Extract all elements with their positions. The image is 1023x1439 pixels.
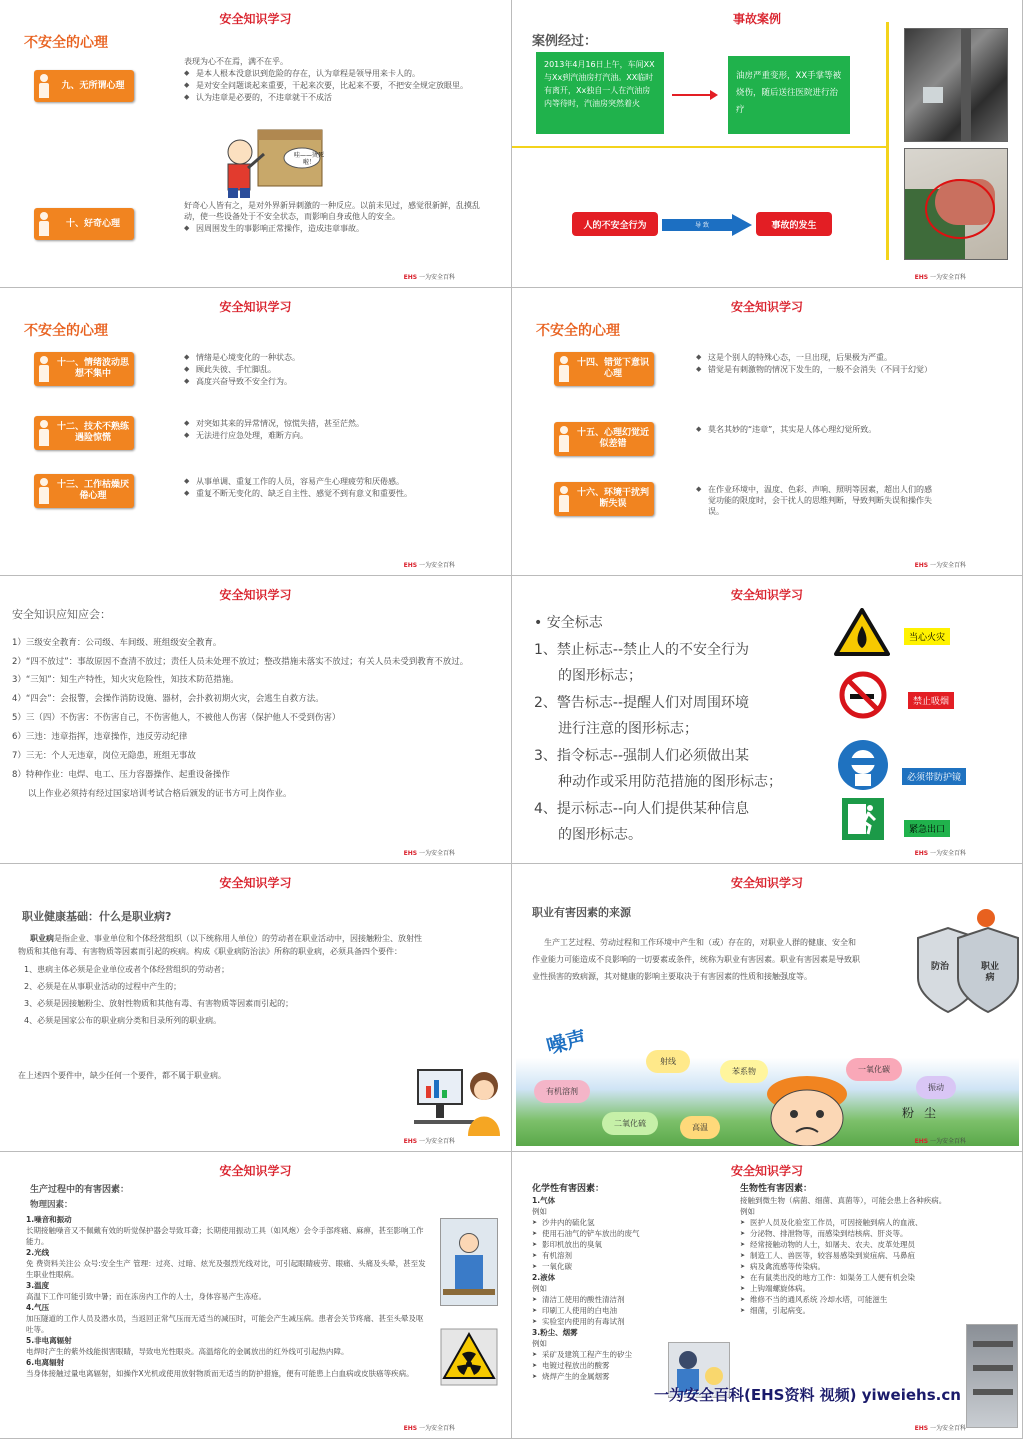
bullet-block-1 bbox=[184, 56, 494, 104]
list-item: ➤ 医护人员及化验室工作员，可因接触到病人的血液、 bbox=[740, 1217, 952, 1228]
footer-logo: EHS 一为安全百科 bbox=[403, 1425, 455, 1432]
arrow-right-icon bbox=[672, 88, 718, 102]
button-label: 十四、错觉下意识心理 bbox=[576, 358, 649, 379]
slide-10[interactable] bbox=[512, 1152, 1023, 1439]
list-item: ➤ 维修不当的通风系统 冷却水塔，可能滋生 bbox=[740, 1294, 952, 1305]
section-text: 长期接触噪音又不佩戴有效的听觉保护器会导致耳聋；长期使用振动工具（如风炮）会令手部疼痛、麻痹，甚至影响工作能力。 bbox=[26, 1226, 424, 1246]
footer-logo: EHS 一为安全百科 bbox=[403, 1138, 455, 1145]
bullet-block-1 bbox=[696, 352, 946, 376]
bullet-item: ◆ 这是个别人的特殊心态，一旦出现，后果极为严重。 bbox=[696, 352, 946, 363]
person-icon bbox=[38, 212, 50, 236]
section-heading: 2.光线 bbox=[26, 1248, 50, 1257]
button-label: 十二、技术不熟练遇险惊慌 bbox=[56, 422, 129, 443]
eye-protection-label: 必须带防护镜 bbox=[902, 768, 966, 785]
slide-2[interactable] bbox=[512, 0, 1023, 288]
button-label: 十六、环境干扰判断失误 bbox=[576, 488, 649, 509]
slide-heading: 职业健康基础：什么是职业病? bbox=[22, 910, 172, 923]
slide-title: 安全知识学习 bbox=[219, 1164, 292, 1178]
slide-title: 安全知识学习 bbox=[219, 12, 292, 26]
radiation-warning-icon bbox=[440, 1328, 498, 1386]
cloud-label: 噪声 bbox=[544, 1025, 589, 1059]
list-item: 1、患病主体必须是企业单位或者个体经营组织的劳动者； bbox=[24, 965, 230, 974]
example-label: 例如 bbox=[532, 1284, 547, 1293]
bullet-block-1 bbox=[184, 352, 484, 388]
bullet-item: ◆ 顾此失彼、手忙脚乱。 bbox=[184, 364, 484, 375]
person-icon bbox=[558, 356, 570, 382]
example-label: 例如 bbox=[532, 1339, 547, 1348]
slide-title: 安全知识学习 bbox=[219, 876, 292, 890]
knowledge-list bbox=[12, 634, 500, 804]
paragraph: 表现为心不在焉，满不在乎。 bbox=[184, 57, 288, 66]
example-label: 例如 bbox=[740, 1207, 755, 1216]
mindset-button-16[interactable] bbox=[554, 482, 654, 516]
person-icon bbox=[558, 486, 570, 512]
watermark-text: 一为安全百科(EHS资料 视频) yiweiehs.cn bbox=[654, 1386, 961, 1404]
laboratory-illustration bbox=[966, 1324, 1018, 1428]
list-item: 3、必须是因接触粉尘、放射性物质和其他有毒、有害物质等因素而引起的； bbox=[24, 999, 294, 1008]
slide-title: 安全知识学习 bbox=[730, 876, 803, 890]
slide-title: 安全知识学习 bbox=[219, 588, 292, 602]
sign-types-list bbox=[534, 610, 824, 849]
list-item: • 安全标志 bbox=[534, 615, 603, 631]
button-label: 九、无所谓心理 bbox=[61, 80, 125, 91]
hazard-clouds-illustration bbox=[516, 1020, 1019, 1146]
bullet-item: ◆ 因周围发生的事影响正常操作，造成违章事故。 bbox=[184, 223, 484, 234]
bullet-item: ◆ 是对安全问题谈起来重要，干起来次要，比起来不要，不把安全规定放眼里。 bbox=[184, 80, 494, 91]
footer-logo: EHS 一为安全百科 bbox=[403, 850, 455, 857]
section-text: 加压隧道的工作人员及潜水员，当返回正常气压而无适当的减压时，可能会产生减压病。患者会关节疼痛、甚至头晕及呕吐等。 bbox=[26, 1314, 424, 1334]
list-item: ➤ 实验室内使用的有毒试剂 bbox=[532, 1316, 722, 1327]
worker-face-icon bbox=[752, 1070, 862, 1146]
cloud-label: 二氧化硫 bbox=[602, 1112, 658, 1135]
list-item: 3、指令标志--强制人们必须做出某 bbox=[534, 747, 750, 764]
slide-heading: 案例经过： bbox=[532, 34, 598, 49]
injured-hand-photo bbox=[904, 148, 1008, 260]
list-item: 7）三无：个人无违章，岗位无隐患，班组无事故 bbox=[12, 751, 196, 761]
bullet-item: ◆ 在作业环境中，温度、色彩、声响、照明等因素，超出人们的感觉功能的限度时，会干扰人的思维判断，导致判断失误和操作失误。 bbox=[696, 484, 936, 517]
list-item: ➤ 一氧化碳 bbox=[532, 1261, 722, 1272]
person-icon bbox=[558, 426, 570, 452]
section-heading: 6.电离辐射 bbox=[26, 1358, 65, 1367]
case-box-1: 2013年4月16日上午，车间XX与Xx到汽油房打汽油。XX临时有离开，Xx独自一人在汽油房内等待时，汽油房突然着火 bbox=[536, 52, 664, 134]
slide-heading: 职业有害因素的来源 bbox=[532, 906, 631, 919]
footer-logo: EHS 一为安全百科 bbox=[403, 274, 455, 281]
slide-title: 安全知识学习 bbox=[730, 300, 803, 314]
section-text: 高温下工作可能引致中暑；而在冻房内工作的人士，身体容易产生冻疮。 bbox=[26, 1292, 266, 1301]
button-label: 十、好奇心理 bbox=[65, 218, 120, 229]
worker-illustration bbox=[440, 1218, 498, 1306]
bullet-item: ◆ 重复不断无变化的、缺乏自主性、感觉不到有意义和重要性。 bbox=[184, 488, 434, 499]
person-icon bbox=[38, 74, 50, 98]
burnt-room-photo bbox=[904, 28, 1008, 142]
section-heading: 1.噪音和振动 bbox=[26, 1215, 72, 1224]
footer-logo: EHS 一为安全百科 bbox=[403, 562, 455, 569]
shield-label-2: 职业病 bbox=[980, 962, 999, 983]
cloud-label: 高温 bbox=[680, 1116, 720, 1139]
list-item: ➤ 上钩端螺旋体病。 bbox=[740, 1283, 952, 1294]
list-item: 8）特种作业：电焊、电工、压力容器操作、起重设备操作 bbox=[12, 770, 230, 780]
bullet-item: ◆ 认为违章是必要的，不违章就干不成活 bbox=[184, 92, 494, 103]
list-item: ➤ 经常接触动物的人士，如屠夫、农夫、皮革处理员 bbox=[740, 1239, 952, 1250]
section-heading: 化学性有害因素： bbox=[532, 1184, 605, 1194]
list-item: 4、必须是国家公布的职业病分类和目录所列的职业病。 bbox=[24, 1016, 222, 1025]
list-item: ➤ 细菌，引起病变。 bbox=[740, 1305, 952, 1316]
button-label: 十五、心理幻觉近似差错 bbox=[576, 428, 649, 449]
cloud-label: 粉尘 bbox=[902, 1106, 947, 1120]
list-item: 的图形标志； bbox=[558, 668, 642, 684]
button-label: 十三、工作枯燥厌倦心理 bbox=[56, 480, 129, 501]
fire-warning-label: 当心火灾 bbox=[904, 628, 950, 645]
list-item: 6）三违：违章指挥，违章操作，违反劳动纪律 bbox=[12, 732, 188, 742]
bullet-item: ◆ 对突如其来的异常情况，惊慌失措，甚至茫然。 bbox=[184, 418, 484, 429]
section-text: 免 费资料关注公 众号:安全生产 管理：过亮、过暗、炫光及强烈光线对比，可引起眼睛疲劳、眼痛、头痛及头晕，甚至发生职业性眼病。 bbox=[26, 1259, 426, 1279]
list-item: 2、警告标志--提醒人们对周围环境 bbox=[534, 694, 750, 711]
bullet-block-2 bbox=[696, 424, 946, 436]
conclusion-note: 在上述四个要件中，缺少任何一个要件，都不属于职业病。 bbox=[18, 1071, 226, 1080]
list-item: ➤ 在有鼠类出没的地方工作：如渠务工人便有机会染 bbox=[740, 1272, 952, 1283]
mindset-button-10[interactable] bbox=[34, 208, 134, 240]
list-item: ➤ 沙井内的硫化氢 bbox=[532, 1217, 722, 1228]
footer-logo: EHS 一为安全百科 bbox=[914, 1138, 966, 1145]
list-item: ➤ 电镀过程放出的酸雾 bbox=[532, 1360, 722, 1371]
list-item: ➤ 制造工人、兽医等，较容易感染到炭疽病、马鼻疽 bbox=[740, 1250, 952, 1261]
list-item: ➤ 烧焊产生的金属烟雾 bbox=[532, 1371, 722, 1382]
bullet-block-3 bbox=[696, 484, 936, 518]
bullet-block-2 bbox=[184, 418, 484, 442]
slide-3[interactable] bbox=[0, 288, 512, 576]
list-item: 2）“四不放过”：事故原因不查清不放过；责任人员未处理不放过；整改措施未落实不放过；有关人员未受到教育不放过。 bbox=[12, 657, 469, 667]
section-text: 电焊时产生的紫外线能损害眼睛，导致电光性眼炎。高温熔化的金属放出的红外线可引起热内障。 bbox=[26, 1347, 349, 1356]
section-text: 当身体接触过量电离辐射，如操作X光机或使用放射物质而无适当的防护措施，便有可能患上白血病或皮肤癌等疾病。 bbox=[26, 1369, 414, 1378]
cloud-label: 有机溶剂 bbox=[534, 1080, 590, 1103]
footer-logo: EHS 一为安全百科 bbox=[914, 274, 966, 281]
slide-1[interactable] bbox=[0, 0, 512, 288]
cloud-label: 一氧化碳 bbox=[846, 1058, 902, 1081]
occupational-disease-text bbox=[18, 932, 426, 1028]
cloud-label: 振动 bbox=[916, 1076, 956, 1099]
accident-label: 事故的发生 bbox=[756, 212, 832, 236]
mindset-button-15[interactable] bbox=[554, 422, 654, 456]
shield-illustration bbox=[908, 908, 1020, 1018]
fire-warning-icon bbox=[834, 608, 890, 656]
section-heading: 4.气压 bbox=[26, 1303, 50, 1312]
no-smoking-icon bbox=[838, 670, 888, 720]
person-icon bbox=[38, 420, 50, 446]
slide-8[interactable] bbox=[512, 864, 1023, 1152]
bullet-block-3 bbox=[184, 476, 434, 500]
section-subheading: 2.液体 bbox=[532, 1273, 556, 1282]
slide-subheading: 物理因素： bbox=[30, 1200, 73, 1210]
list-item: ➤ 使用石油气的铲车放出的废气 bbox=[532, 1228, 722, 1239]
person-icon bbox=[38, 356, 50, 382]
case-box-2: 油房严重变形，XX手掌等被烧伤，随后送往医院进行治疗 bbox=[728, 56, 850, 134]
section-heading: 5.非电离辐射 bbox=[26, 1336, 72, 1345]
mindset-button-11[interactable] bbox=[34, 352, 134, 386]
slide-heading: 不安全的心理 bbox=[536, 323, 620, 339]
bullet-item: ◆ 是本人根本没意识到危险的存在，认为章程是领导用来卡人的。 bbox=[184, 68, 494, 79]
slide-6[interactable] bbox=[512, 576, 1023, 864]
emergency-exit-label: 紧急出口 bbox=[904, 820, 950, 837]
list-item: 4、提示标志--向人们提供某种信息 bbox=[534, 800, 750, 817]
section-subheading: 3.粉尘、烟雾 bbox=[532, 1328, 578, 1337]
slide-9[interactable] bbox=[0, 1152, 512, 1439]
slide-title: 安全知识学习 bbox=[219, 300, 292, 314]
slide-title: 事故案例 bbox=[732, 12, 781, 26]
bullet-item: ◆ 情绪是心境变化的一种状态。 bbox=[184, 352, 484, 363]
list-item: ➤ 印刷工人使用的白电油 bbox=[532, 1305, 722, 1316]
paragraph: 是指企业、事业单位和个体经营组织（以下统称用人单位）的劳动者在职业活动中，因接触粉尘、放射性物质和其他有毒、有害物质等因素而引起的疾病。构成《职业病防治法》所称的职业病，必须具备四个要件： bbox=[18, 934, 422, 956]
biological-factors-list bbox=[740, 1184, 952, 1316]
footer-logo: EHS 一为安全百科 bbox=[914, 850, 966, 857]
list-item: ➤ 有机溶剂 bbox=[532, 1250, 722, 1261]
mindset-button-14[interactable] bbox=[554, 352, 654, 386]
mindset-button-9[interactable] bbox=[34, 70, 134, 102]
slide-heading: 不安全的心理 bbox=[24, 35, 108, 51]
unsafe-behavior-label: 人的不安全行为 bbox=[572, 212, 658, 236]
cloud-label: 苯系物 bbox=[720, 1060, 768, 1083]
slide-title: 安全知识学习 bbox=[730, 1164, 803, 1178]
example-label: 例如 bbox=[532, 1207, 547, 1216]
section-heading: 生物性有害因素： bbox=[740, 1184, 813, 1194]
list-item: 1）三级安全教育：公司级、车间级、班组级安全教育。 bbox=[12, 638, 222, 648]
speech-bubble-text: 哇——烫死啦！ bbox=[293, 152, 324, 166]
eye-protection-icon bbox=[836, 738, 890, 792]
paragraph: 好奇心人皆有之，是对外界新异刺激的一种反应。以前未见过，感觉很新鲜，乱摸乱动，使一些设备处于不安全状态，而影响自身或他人的安全。 bbox=[184, 201, 480, 221]
list-item: ➤ 影印机放出的臭氧 bbox=[532, 1239, 722, 1250]
list-item: 4）“四会”：会报警，会操作消防设施、器材，会扑救初期火灾，会逃生自救方法。 bbox=[12, 694, 324, 704]
footer-logo: EHS 一为安全百科 bbox=[914, 1425, 966, 1432]
bullet-item: ◆ 从事单调、重复工作的人员，容易产生心理疲劳和厌倦感。 bbox=[184, 476, 434, 487]
slide-5[interactable] bbox=[0, 576, 512, 864]
list-item: 3）“三知”：知生产特性，知火灾危险性，知技术防范措施。 bbox=[12, 675, 239, 685]
button-label: 十一、情绪波动思想不集中 bbox=[56, 358, 129, 379]
list-item: 5）三（四）不伤害：不伤害自己，不伤害他人，不被他人伤害（保护他人不受到伤害） bbox=[12, 713, 341, 723]
bullet-item: ◆ 莫名其妙的“违章”，其实是人体心理幻觉所致。 bbox=[696, 424, 946, 435]
list-item: 种动作或采用防范措施的图形标志； bbox=[558, 774, 782, 790]
section-heading: 3.温度 bbox=[26, 1281, 50, 1290]
bullet-block-2 bbox=[184, 200, 484, 235]
list-item: ➤ 清洁工使用的酸性清洁剂 bbox=[532, 1294, 722, 1305]
no-smoking-label: 禁止吸烟 bbox=[908, 692, 954, 709]
bullet-item: ◆ 无法进行应急处理，难断方向。 bbox=[184, 430, 484, 441]
list-item: 2、必须是在从事职业活动的过程中产生的； bbox=[24, 982, 182, 991]
list-item: 1、禁止标志--禁止人的不安全行为 bbox=[534, 641, 750, 658]
list-note: 以上作业必须持有经过国家培训考试合格后颁发的证书方可上岗作业。 bbox=[28, 789, 292, 799]
shield-label-1: 防治 bbox=[930, 962, 949, 972]
section-subheading: 1.气体 bbox=[532, 1196, 556, 1205]
slide-4[interactable] bbox=[512, 288, 1023, 576]
slide-heading: 生产过程中的有害因素： bbox=[30, 1185, 130, 1195]
slide-7[interactable] bbox=[0, 864, 512, 1152]
slide-heading: 不安全的心理 bbox=[24, 323, 108, 339]
person-icon bbox=[38, 478, 50, 504]
cloud-label: 射线 bbox=[646, 1050, 690, 1073]
term-bold: 职业病 bbox=[30, 934, 54, 943]
bullet-item: ◆ 高度兴奋导致不安全行为。 bbox=[184, 376, 484, 387]
emergency-exit-icon bbox=[842, 798, 884, 840]
divider-horizontal bbox=[512, 146, 888, 148]
hazard-source-text: 生产工艺过程、劳动过程和工作环境中产生和（或）存在的，对职业人群的健康、安全和作业能力可能造成不良影响的一切要素或条件，统称为职业有害因素。职业有害因素是导致职业性损害的致病源，其对健康的影响主要取决于有害因素的性质和接触强度等。 bbox=[532, 938, 860, 981]
physical-factors-list bbox=[26, 1214, 430, 1379]
slide-title: 安全知识学习 bbox=[730, 588, 803, 602]
mindset-button-13[interactable] bbox=[34, 474, 134, 508]
arrow-label: 导 致 bbox=[695, 222, 709, 229]
bullet-item: ◆ 错觉是有刺激物的情况下发生的，一般不会消失（不同于幻觉） bbox=[696, 364, 946, 375]
list-item: 的图形标志。 bbox=[558, 827, 642, 843]
section-text: 接触到微生物（病菌、细菌、真菌等），可能会患上各种疾病。 bbox=[740, 1196, 947, 1205]
list-item: ➤ 病及禽流感等传染病。 bbox=[740, 1261, 952, 1272]
list-item: ➤ 分泌物、排泄物等，而感染到结核病、肝炎等。 bbox=[740, 1228, 952, 1239]
computer-worker-illustration bbox=[414, 1064, 508, 1138]
list-item: 进行注意的图形标志； bbox=[558, 721, 698, 737]
mindset-button-12[interactable] bbox=[34, 416, 134, 450]
footer-logo: EHS 一为安全百科 bbox=[914, 562, 966, 569]
divider-vertical bbox=[886, 22, 889, 260]
slide-heading: 安全知识应知应会： bbox=[12, 608, 111, 621]
list-item: ➤ 采矿及建筑工程产生的矽尘 bbox=[532, 1349, 722, 1360]
